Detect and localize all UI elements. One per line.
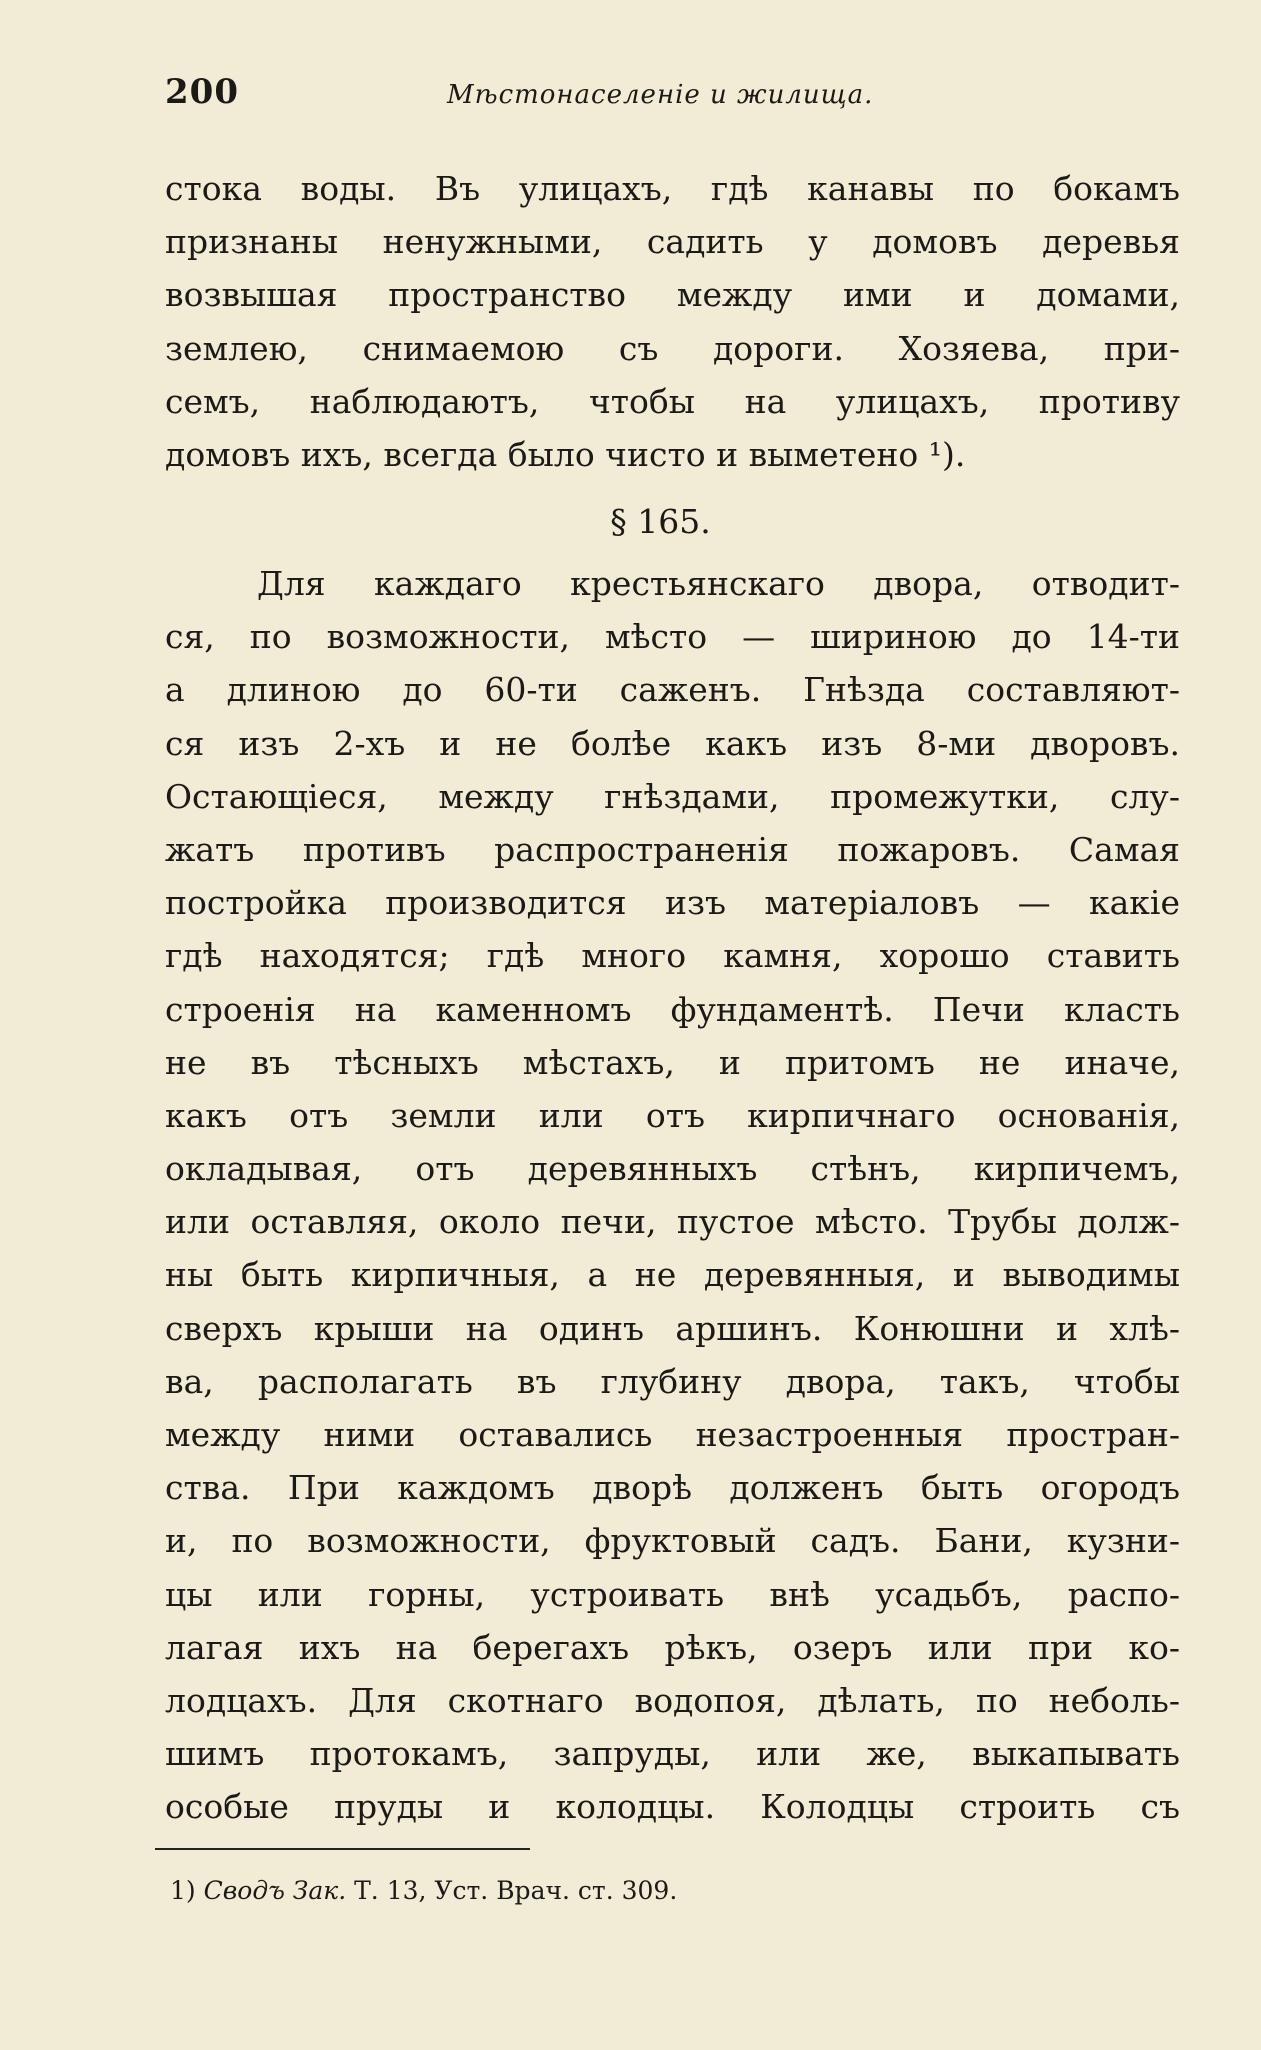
text-line: между ними оставались незастроенныя простран- — [165, 1415, 1180, 1454]
text-line: Для каждаго крестьянскаго двора, отводит- — [257, 564, 1180, 603]
text-line: ся, по возможности, мѣсто — шириною до 14-ти — [165, 617, 1180, 657]
text-line: ва, располагать въ глубину двора, такъ, чтобы — [165, 1361, 1180, 1401]
text-line: лагая ихъ на берегахъ рѣкъ, озеръ или при ко- — [165, 1627, 1180, 1667]
text-line: ся изъ 2-хъ и не болѣе какъ изъ 8-ми дворовъ. — [165, 723, 1180, 763]
text-line: и, по возможности, фруктовый садъ. Бани, кузни- — [165, 1521, 1180, 1561]
text-line: Остающіеся, между гнѣздами, промежутки, слу- — [165, 776, 1180, 816]
text-line: ства. При каждомъ дворѣ долженъ быть огородъ — [165, 1468, 1180, 1508]
text-line: а длиною до 60-ти саженъ. Гнѣзда составляют- — [165, 670, 1180, 710]
text-line: семъ, наблюдаютъ, чтобы на улицахъ, противу — [165, 381, 1180, 421]
text-line: не въ тѣсныхъ мѣстахъ, и притомъ не иначе, — [165, 1042, 1180, 1082]
running-title: Мѣстонаселеніе и жилища. — [447, 80, 874, 110]
footnote-reference: Т. 13, Уст. Врач. ст. 309. — [354, 1876, 678, 1905]
text-line: ны быть кирпичныя, а не деревянныя, и выводимы — [165, 1255, 1180, 1295]
section-paragraph — [165, 557, 1180, 1834]
text-line: какъ отъ земли или отъ кирпичнаго основанія, — [165, 1095, 1180, 1135]
paragraph-continued — [165, 162, 1180, 481]
text-line: окладывая, отъ деревянныхъ стѣнъ, кирпичемъ, — [165, 1149, 1180, 1189]
page-number: 200 — [165, 72, 239, 112]
text-line: стока воды. Въ улицахъ, гдѣ канавы по бокамъ — [165, 169, 1180, 208]
text-line: постройка производится изъ матеріаловъ — какіе — [165, 883, 1180, 923]
footnote-rule — [155, 1848, 530, 1850]
text-line: или оставляя, около печи, пустое мѣсто. Трубы долж- — [165, 1202, 1180, 1242]
text-line: сверхъ крыши на одинъ аршинъ. Конюшни и хлѣ- — [165, 1308, 1180, 1348]
text-line: землею, снимаемою съ дороги. Хозяева, при- — [165, 328, 1180, 368]
text-line: особые пруды и колодцы. Колодцы строить съ — [165, 1787, 1180, 1827]
text-line: строенія на каменномъ фундаментѣ. Печи класть — [165, 989, 1180, 1029]
footnote — [170, 1876, 677, 1905]
text-line: цы или горны, устроивать внѣ усадьбъ, распо- — [165, 1574, 1180, 1614]
text-line: жатъ противъ распространенія пожаровъ. Самая — [165, 829, 1180, 869]
page-header — [165, 72, 1165, 122]
text-line: домовъ ихъ, всегда было чисто и выметено ¹). — [165, 434, 966, 474]
footnote-marker: 1) — [170, 1876, 196, 1905]
text-line: лодцахъ. Для скотнаго водопоя, дѣлать, по неболь- — [165, 1680, 1180, 1720]
section-heading: § 165. — [610, 502, 711, 541]
text-line: гдѣ находятся; гдѣ много камня, хорошо ставить — [165, 936, 1180, 976]
text-line: шимъ протокамъ, запруды, или же, выкапывать — [165, 1734, 1180, 1774]
footnote-source: Сводъ Зак. — [203, 1876, 347, 1905]
text-line: возвышая пространство между ими и домами, — [165, 275, 1180, 315]
text-line: признаны ненужными, садить у домовъ деревья — [165, 222, 1180, 262]
